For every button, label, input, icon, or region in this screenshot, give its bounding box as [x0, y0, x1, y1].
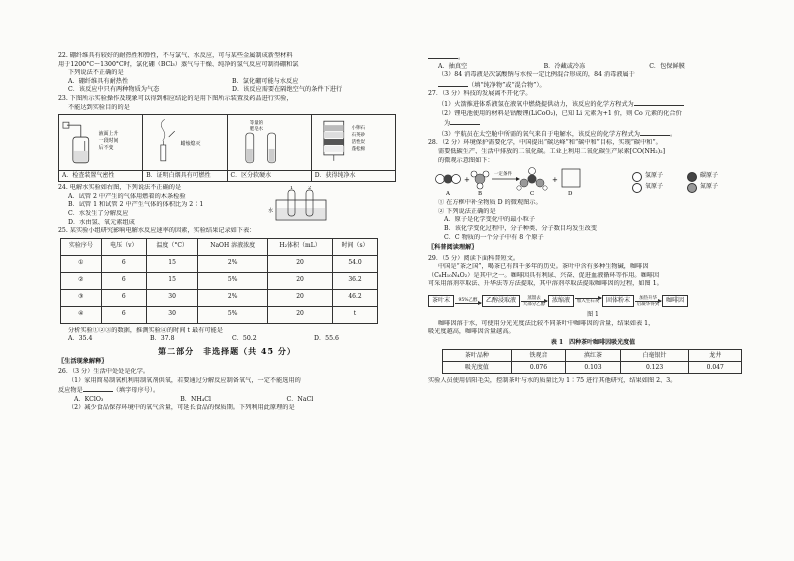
- q29-para6: 实验人员使用信阳毛尖，控制茶叶与水的质量比为 1∶75 进行其他研究，结果如图 2、3。: [428, 377, 677, 385]
- q28-option-b: B．该化学变化过程中，分子种类、分子数目均发生改变: [444, 224, 598, 232]
- table-cell: 36.2: [333, 272, 378, 289]
- answer-blank[interactable]: [450, 118, 480, 125]
- table-header-cell: 铁观音: [511, 350, 566, 362]
- table-cell: 0.103: [566, 362, 621, 374]
- table-cell: ④: [61, 306, 102, 323]
- table-header-cell: 电压（v）: [101, 238, 146, 255]
- q26-line4: （2）减少食品保存环境中的氧气含量，可延长食品的保质期。下列利用此原理的是: [68, 404, 295, 412]
- q26-3-line-b: （填“纯净物”或“混合物”）。: [468, 81, 546, 89]
- table-1-caption: 表 1 四种茶叶咖啡因吸光度值: [550, 338, 636, 346]
- q22-option-d: D．该反应需要在隔绝空气的条件下进行: [232, 86, 343, 94]
- table-cell: ①: [61, 255, 102, 272]
- table-cell: 5%: [198, 272, 268, 289]
- table-cell: 20: [268, 306, 333, 323]
- table-cell: 2%: [198, 255, 268, 272]
- legend-item: 氧原子: [645, 183, 664, 191]
- svg-text:+: +: [464, 176, 470, 185]
- tube2-label: 2: [308, 186, 312, 192]
- q23-caption-b: B．证明白烟具有可燃性: [143, 170, 226, 181]
- table-cell: 0.123: [620, 362, 689, 374]
- fig-d-text4: 蓬松棉: [351, 147, 365, 153]
- airtight-check-diagram: [59, 117, 142, 167]
- table-header-cell: NaOH 溶液浓度: [198, 238, 268, 255]
- answer-blank[interactable]: [83, 385, 113, 392]
- q24-option-a: A．试管 2 中产生的气体用燃着的木条检验: [68, 192, 186, 200]
- q26-2-option-b: B．冷藏或冷冻: [543, 62, 586, 70]
- q23-figure-row: [58, 114, 396, 182]
- table-row: [61, 289, 378, 306]
- q23-line2: 不能达到实验目的的是: [68, 103, 130, 111]
- q22-option-a: A．硼纤维具有耐热性: [68, 77, 129, 85]
- q23-figure-c: [228, 115, 312, 181]
- q29-para4: 咖啡因溶于水，可使用分光光度法比较不同茶叶中咖啡因的含量，结果如表 1，: [438, 319, 655, 327]
- flow-step: 乙醇浸取液: [482, 295, 520, 308]
- flow-step: 咖啡因: [662, 295, 688, 308]
- right-column: [428, 52, 758, 386]
- q28-option-a: A．原子是化学变化中的最小粒子: [444, 216, 536, 224]
- q28-option-c: C．C 物质的一个分子中有 8 个原子: [444, 233, 544, 241]
- reaction-diagram: [428, 167, 758, 197]
- q25-line1: 25. 某实验小组研究影响电解水反应速率的因素，实验结果记录如下表：: [58, 227, 256, 235]
- candle-smoke-diagram: [143, 117, 226, 167]
- q26-line3b: （填字母序号）。: [112, 387, 160, 395]
- table-cell: 6: [101, 306, 146, 323]
- q27-line4: （3）宇航员在太空舱中所需的氧气来自于电解水，该反应的化学方程式为: [438, 130, 640, 138]
- table-cell: 15: [147, 272, 198, 289]
- answer-blank[interactable]: [640, 129, 670, 136]
- fig-c-text2: 肥皂水: [249, 127, 263, 133]
- table-cell: 0.076: [511, 362, 566, 374]
- q26-option-c: C．NaCl: [286, 395, 314, 403]
- science-section-header: 〖科普阅读理解〗: [428, 244, 478, 252]
- q24-option-b: B．试管 1 和试管 2 中产生气体的体积比为 2∶1: [68, 201, 204, 209]
- table-header-cell: 实验序号: [61, 238, 102, 255]
- legend-item: 氮原子: [700, 183, 719, 191]
- q22-option-b: B．氯化硼可能与水反应: [232, 77, 299, 85]
- q24-option-d: D．水由氢、氧元素组成: [68, 218, 135, 226]
- table-cell: 6: [101, 272, 146, 289]
- q26-2-option-c: C．包保鲜膜: [649, 62, 685, 70]
- q22-option-c: C．该反应中只有两种物质为气态: [68, 86, 160, 94]
- extraction-flowchart: [428, 293, 758, 309]
- table-cell: 6: [101, 289, 146, 306]
- fig-d-text3: 活性炭: [351, 140, 365, 146]
- label-d: D: [568, 191, 573, 198]
- tube1-label: 1: [290, 186, 294, 192]
- fig-d-text1: 小卵石: [351, 126, 365, 132]
- atom-legend: [632, 171, 742, 193]
- q24-option-c: C．水发生了分解反应: [68, 209, 129, 217]
- q23-caption-a: A．检查装置气密性: [59, 170, 142, 181]
- water-filter-diagram: [312, 117, 395, 167]
- q28-line3: 的微观示意图如下：: [438, 156, 494, 164]
- q23-figure-b: [143, 115, 227, 181]
- q22-line3: 下列说法不正确的是: [68, 69, 124, 77]
- table-cell: ②: [61, 272, 102, 289]
- table-cell: 20: [268, 272, 333, 289]
- table-row: [61, 306, 378, 323]
- legend-item: 氢原子: [645, 172, 664, 180]
- flow-arrow: [575, 298, 601, 304]
- q23-caption-d: D．获得纯净水: [312, 170, 395, 181]
- molecule-equation: [428, 166, 618, 198]
- table-cell: 46.2: [333, 289, 378, 306]
- flow-arrow: [521, 296, 547, 307]
- table-row: [61, 272, 378, 289]
- q28-line1: 28．（2 分）环境保护需要化学，中国提出“碳达峰”和“碳中和”目标，实现“碳中和”。: [428, 139, 662, 147]
- tea-absorbance-table: [442, 349, 742, 374]
- table-row: [61, 255, 378, 272]
- table-header-row: [61, 238, 378, 255]
- q26-period: 。: [458, 54, 465, 61]
- table-cell: 20: [268, 289, 333, 306]
- answer-blank[interactable]: [438, 80, 468, 87]
- table-header-cell: 温度（°C）: [147, 238, 198, 255]
- table-header-row: [443, 350, 742, 362]
- arrow-bottom-text: 加入生石灰: [576, 299, 600, 305]
- electrolysis-diagram: [268, 186, 338, 224]
- fig-a-text3: 后不变: [98, 145, 114, 152]
- fig-b-text1: 蜡烛熄灭: [180, 141, 201, 148]
- table-cell: 5%: [198, 306, 268, 323]
- q23-caption-c: C．区分软硬水: [228, 170, 311, 181]
- water-label: 水: [268, 208, 274, 215]
- life-section-header: 〖生活现象解释〗: [58, 357, 108, 365]
- q27-line4-end: 。: [669, 130, 677, 138]
- flow-arrow: [635, 296, 661, 307]
- q26-option-a: A．KClO₃: [74, 395, 104, 403]
- table-cell: 6: [101, 255, 146, 272]
- q22-line1: 22. 硼纤维具有较好的耐热性和弹性，不与氯气、水反应，可与某些金属制成新型材料: [58, 52, 293, 59]
- table-cell: 0.047: [689, 362, 742, 374]
- q22-line2: 用于1200°C～1300°C时，氯化硼（BCl₃）蒸气与干燥、纯净的氢气反应可制得硼和氯: [58, 60, 299, 68]
- q23-line1: 23. 下图所示实验操作及现象可以得到相应结论的是用下图所示装置及药品进行实验，: [58, 94, 293, 102]
- fig-a-text1: 液面上升: [98, 131, 119, 138]
- table-header-cell: 时间（s）: [333, 238, 378, 255]
- q29-para2: （C₈H₁₀N₄O₂）是其中之一。咖啡因具有利尿、兴奋、促进血液循环等作用。咖啡因: [428, 271, 660, 279]
- arrow-top-text: 加热升华: [639, 295, 658, 301]
- q29-para3: 可采用溶剂萃取法、升华法等方法提取，其中溶剂萃取法提取咖啡因的过程，如图 1。: [428, 280, 663, 288]
- q29-para5: 吸光度越高，咖啡因含量越高。: [428, 328, 515, 336]
- q27-line1: 27．（3 分）科技的发展离不开化学。: [428, 90, 532, 98]
- table-header-cell: 滇红茶: [566, 350, 621, 362]
- answer-blank[interactable]: [428, 52, 458, 59]
- q25-option-d: D．55.6: [314, 335, 339, 343]
- q29-para1: 中国是“茶之国”，喝茶已有四千多年的历史。茶叶中含有多种生物碱，咖啡因: [438, 263, 649, 271]
- table-cell: ③: [61, 289, 102, 306]
- q25-data-table: [60, 238, 378, 324]
- q26-line2: （1）家用简易制氧机利用制氧剂供氧，若要通过分解反应制备氧气，一定不能选用的: [68, 376, 301, 384]
- q28-sub1: ① 在方框中补全物质 D 的微观图示。: [438, 199, 542, 207]
- svg-text:+: +: [552, 176, 558, 185]
- legend-item: 碳原子: [700, 172, 719, 180]
- fig-a-text2: 一段时间: [98, 138, 119, 145]
- flow-step: 固体粉末: [602, 295, 634, 308]
- label-c: C: [530, 191, 535, 198]
- table-header-cell: 茶叶品种: [443, 350, 512, 362]
- q23-figure-a: [59, 115, 143, 181]
- hard-soft-water-diagram: [228, 117, 311, 167]
- table-cell: 15: [147, 255, 198, 272]
- q28-line2: 需要低碳生产、生活中排放的二氧化碳。工业上利用二氧化碳生产尿素[CO(NH₂)₂]: [438, 147, 666, 155]
- q24-line1: 24. 电解水实验如右图，下列说法不正确的是: [58, 184, 182, 192]
- label-a: A: [446, 191, 450, 198]
- q28-sub2: ② 下列说法正确的是: [438, 207, 496, 215]
- table-cell: 30: [147, 289, 198, 306]
- q27-line2: （1）火箭推进体系液氢在液氧中燃烧提供动力，该反应的化学方程式为: [438, 100, 634, 108]
- arrow-top-text: 95%乙醇: [458, 298, 478, 304]
- answer-blank[interactable]: [634, 99, 684, 106]
- flow-step: 茶叶末: [428, 295, 454, 308]
- q25-option-b: B．37.8: [150, 335, 175, 343]
- table-cell: 30: [147, 306, 198, 323]
- arrow-top-text: 蒸馏去: [527, 295, 541, 301]
- section-2-title: 第二部分 非选择题（共 45 分）: [158, 345, 296, 356]
- q27-line3: （2）锂电池使用的材料是钴酸锂(LiCoO₂)，已知 Li 元素为+1 价，则 Co 元素的化合价: [438, 109, 682, 117]
- table-header-cell: H₂体积（mL）: [268, 238, 333, 255]
- q27-line3b: 为: [444, 120, 451, 128]
- left-column: [58, 52, 396, 413]
- table-cell: 2%: [198, 289, 268, 306]
- q26-2-option-a: A．抽真空: [438, 62, 468, 70]
- q23-figure-d: [312, 115, 395, 181]
- q25-option-c: C．50.2: [232, 335, 257, 343]
- figure-1-caption: 图 1: [587, 311, 599, 319]
- table-cell: t: [333, 306, 378, 323]
- arrow-bottom-text: 大部分乙醇: [522, 301, 546, 307]
- q25-line2: 分析实验①②③的数据，推测实验④的时间 t 最有可能是: [68, 326, 223, 334]
- fig-d-text2: 石英砂: [351, 133, 365, 139]
- flow-step: 浓缩液: [548, 295, 574, 308]
- fig-c-text1: 等量的: [249, 121, 263, 127]
- q26-line3: 反应物是: [58, 387, 83, 395]
- table-cell: 20: [268, 255, 333, 272]
- q26-3-line: （3）84 消毒液是次氯酸钠与水按一定比例混合形成的，84 消毒液属于: [438, 71, 635, 79]
- table-cell: 54.0: [333, 255, 378, 272]
- table-header-cell: 龙井: [689, 350, 742, 362]
- label-b: B: [478, 191, 483, 198]
- q26-option-b: B．NH₄Cl: [180, 395, 211, 403]
- table-row: [443, 362, 742, 374]
- flow-arrow: [455, 298, 481, 304]
- arrow-bottom-text: 后凝华得到: [636, 301, 660, 307]
- table-header-cell: 白毫银针: [620, 350, 689, 362]
- condition-label: 一定条件: [494, 172, 512, 178]
- q26-line1: 26．（3 分）生活中处处是化学。: [58, 368, 150, 376]
- q29-line1: 29．（5 分）阅读下面科普短文。: [428, 254, 520, 262]
- q25-option-a: A．35.4: [68, 335, 93, 343]
- table-cell: 吸光度值: [443, 362, 512, 374]
